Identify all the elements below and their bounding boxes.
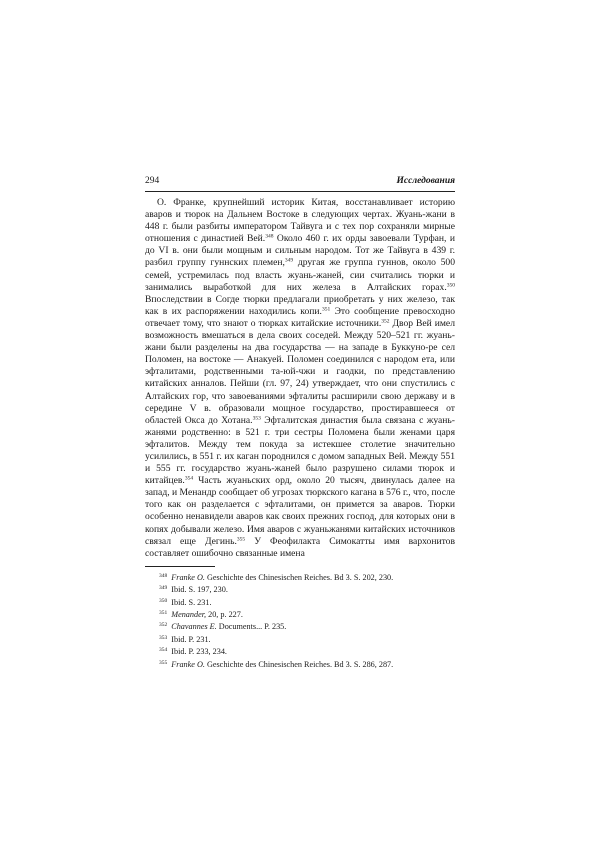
section-title: Исследования: [396, 176, 455, 186]
text-segment: Впоследствии в Согде тюрки предлагали приобретать у них железо, так как в их распоряжении находились копи.: [145, 293, 455, 317]
footnote: [159, 658, 455, 670]
footnote-author: Franke O.: [171, 659, 205, 669]
book-page: [145, 176, 455, 670]
footnote-ref: 350: [446, 282, 455, 289]
text-segment: Двор Вей имел возможность вмешаться в дела своих соседей. Между 520–521 гг. жуань-жани были разделены на два государства — на западе в Буккуно-ре сел Поломен, на востоке — Анакуей. Поломен соединился с народом ета, или эфталитами, родственными та-юй-чжи и гаодки, по представлению китайских анналов. Пейши (гл. 97, 24) утверждает, что они спустились с Алтайских гор, что завоеваниями эфталиты расширили свою державу и в середине V в. образовали мощное государство, простиравшееся от областей Окса до Хотана.: [145, 317, 455, 426]
text-segment: Часть жуаньских орд, около 20 тысяч, двинулась далее на запад, и Менандр сообщает об угрозах тюркского кагана в 576 г., что, после того как он разделается с эфталитами, он примется за аваров. Тюрки особенно ненавидели аваров как своих прежних господ, для которых они в копях добывали железо. Имя аваров с жуаньжанями китайских источников связал еще Дегинь.: [145, 475, 455, 547]
text-segment: Эфталитская династия была связана с жуань-жанями родственно: в 521 г. три сестры Поломена были женами царя эфталитов. Между тем покуда за истекшее столетие значительно усилились, в 551 г. их каган породнился с домом западных Вей. Между 551 и 555 гг. государство жуань-жаней было разрушено силами тюрок и китайцев.: [145, 414, 455, 487]
footnote: [159, 620, 455, 632]
footnote: [159, 608, 455, 620]
footnote-author: Chavannes E.: [171, 622, 217, 632]
footnote-ref: 354: [184, 475, 194, 482]
footnote-ref: 349: [284, 257, 294, 264]
header-rule: [145, 191, 455, 192]
text-segment: Это сообщение превосходно отвечает тому, что знают о тюрках китайские источники.: [145, 305, 455, 329]
footnote-text: 20, p. 227.: [208, 610, 243, 620]
footnote: [159, 633, 455, 645]
footnote-number: 349: [159, 585, 168, 592]
footnote: [159, 571, 455, 583]
footnote-ref: 348: [265, 233, 274, 240]
footnote-number: 353: [159, 634, 168, 641]
footnote-text: Ibid. P. 231.: [171, 634, 211, 644]
footnote-text: Documents... P. 235.: [218, 622, 287, 632]
text-segment: другая же группа гуннов, около 500 семей, устремилась под власть жуань-жаней, сии считались тюрки и занимались выработкой для них железа в Алтайских горах.: [145, 257, 455, 293]
page-number: 294: [145, 176, 160, 186]
footnote-ref: 352: [381, 318, 390, 325]
footnote-ref: 353: [252, 415, 261, 422]
footnote-rule: [145, 566, 215, 567]
main-text: [145, 197, 455, 560]
running-header: [145, 176, 455, 190]
footnote-number: 350: [159, 597, 168, 604]
footnote-ref: 355: [236, 536, 246, 543]
footnote: [159, 596, 455, 608]
footnote-text: Ibid. S. 197, 230.: [171, 585, 228, 595]
footnote-text: Geschichte des Chinesischen Reiches. Bd 3. S. 286, 287.: [206, 659, 394, 669]
footnote-author: Menander,: [171, 610, 207, 620]
footnote: [159, 583, 455, 595]
footnote-number: 352: [159, 622, 168, 629]
footnote-author: Franke O.: [171, 572, 205, 582]
footnote-number: 354: [159, 647, 168, 654]
footnote-text: Geschichte des Chinesischen Reiches. Bd 3. S. 202, 230.: [206, 572, 394, 582]
footnote-number: 355: [159, 659, 168, 666]
footnote-number: 351: [159, 610, 168, 617]
text-segment: Около 460 г. их орды завоевали Турфан, и до VI в. они были мощным и сильным народом. Тот же Тайвуга в 439 г. разбил группу гуннских племен,: [145, 233, 456, 269]
footnotes: [145, 571, 455, 670]
text-segment: У Феофилакта Симокатты имя вархонитов составляет ошибочно связанные имена: [145, 535, 456, 559]
footnote-number: 348: [159, 572, 168, 579]
footnote-text: Ibid. P. 233, 234.: [171, 647, 227, 657]
footnote-ref: 351: [321, 306, 331, 313]
text-segment: О. Франке, крупнейший историк Китая, восстанавливает историю аваров и тюрок на Дальнем Востоке в следующих чертах. Жуань-жани в 448 г. были разбиты императором Тайвуга и с тех пор сохраняли мирные отношения с династией Вей.: [145, 197, 455, 245]
paragraph: [145, 197, 455, 560]
footnote-text: Ibid. S. 231.: [171, 597, 212, 607]
footnote: [159, 645, 455, 657]
